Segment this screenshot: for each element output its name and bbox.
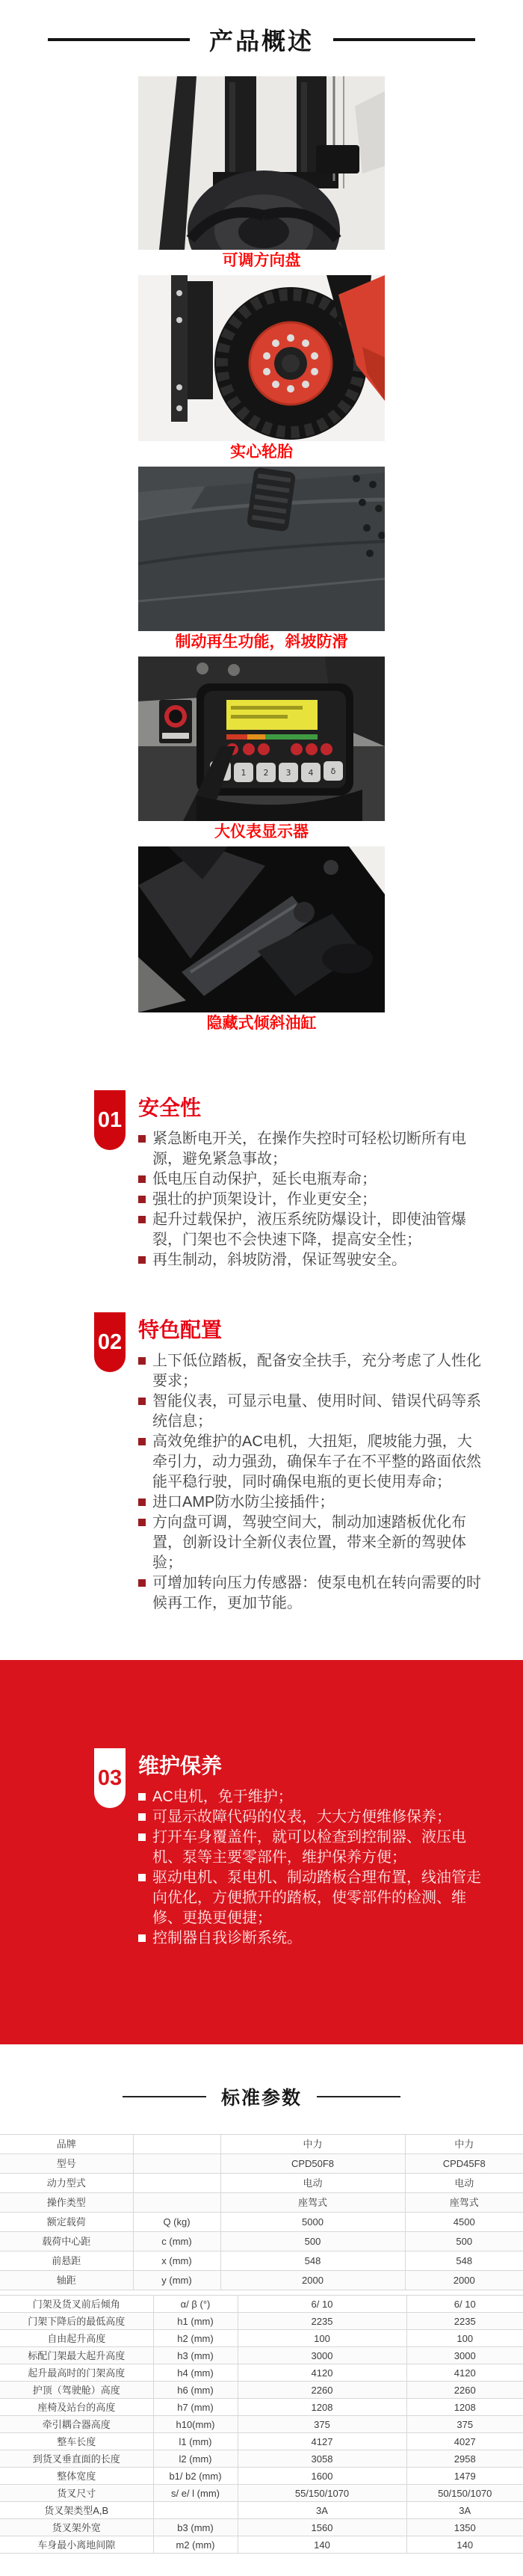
spec-cell-symbol [133,2174,220,2193]
spec-row [0,2364,523,2382]
bullet-text: 打开车身覆盖件，就可以检查到控制器、液压电机、泵等主要零部件，维护保养方便； [152,1829,466,1866]
overview-title: 产品概述 [208,28,314,55]
spec-cell-symbol: y (mm) [133,2271,220,2290]
spec-cell-v2: 3000 [406,2347,523,2364]
spec-cell-label: 自由起升高度 [0,2330,153,2347]
spec-cell-label: 整车长度 [0,2433,153,2450]
spec-cell-label: 载荷中心距 [0,2232,133,2251]
spec-cell-label: 货叉尺寸 [0,2485,153,2502]
steering-wheel-photo [138,76,385,250]
spec-cell-v2: 100 [406,2330,523,2347]
spec-cell-v2: 4500 [405,2213,523,2232]
bullet-text: 高效免维护的AC电机，大扭矩，爬坡能力强，大牵引力，动力强劲，确保车子在不平整的路面依然能平稳行驶，同时确保电瓶的更长使用寿命； [152,1433,481,1490]
square-bullet-icon [138,1874,146,1881]
spec-cell-label: 牵引耦合器高度 [0,2416,153,2433]
spec-cell-label: 货叉架外宽 [0,2519,153,2536]
spec-cell-v1: 座驾式 [220,2193,405,2213]
spec-cell-v2: 2000 [405,2271,523,2290]
square-bullet-icon [138,1579,146,1587]
spec-cell-v1: 55/150/1070 [238,2485,406,2502]
section-number-badge: 03 [94,1748,126,1808]
spec-cell-symbol: h10(mm) [153,2416,238,2433]
section-title: 特色配置 [138,1318,223,1341]
spec-row [0,2271,523,2290]
gallery-item [138,275,385,467]
spec-table-basic [0,2134,523,2290]
params-title: 标准参数 [220,2088,302,2109]
photo-caption: 大仪表显示器 [214,823,309,840]
bullet-text: 上下低位踏板，配备安全扶手，充分考虑了人性化要求； [152,1353,481,1389]
instrument-display-photo [138,657,385,821]
gallery-item [138,846,385,1038]
spec-cell-label: 型号 [0,2154,133,2174]
square-bullet-icon [138,1135,146,1143]
spec-cell-symbol [133,2154,220,2174]
spec-cell-v1: 电动 [220,2174,405,2193]
tilt-cylinder-photo [138,846,385,1012]
spec-cell-v1: 140 [238,2536,406,2554]
bullet-text: 强壮的护顶架设计，作业更安全； [152,1191,377,1208]
bullet-list [138,1129,482,1270]
spec-cell-v2: 50/150/1070 [406,2485,523,2502]
spec-cell-symbol: b1/ b2 (mm) [153,2468,238,2485]
spec-row [0,2485,523,2502]
spec-cell-label: 操作类型 [0,2193,133,2213]
feature-bullet [138,1928,482,1949]
feature-bullet [138,1807,482,1828]
header-rule-left [123,2096,206,2097]
spec-cell-v2: 4027 [406,2433,523,2450]
spec-cell-v1: 548 [220,2251,405,2271]
photo-caption: 可调方向盘 [222,252,301,269]
bullet-text: 紧急断电开关，在操作失控时可轻松切断所有电源，避免紧急事故； [152,1131,466,1167]
square-bullet-icon [138,1813,146,1821]
square-bullet-icon [138,1175,146,1183]
spec-cell-symbol: l2 (mm) [153,2450,238,2468]
spec-row [0,2174,523,2193]
header-rule-left [48,38,190,41]
section-features [0,1270,523,1614]
spec-row [0,2135,523,2154]
spec-row [0,2154,523,2174]
params-header [0,2044,523,2110]
spec-cell-v1: 1208 [238,2399,406,2416]
feature-bullet [138,1573,482,1614]
svg-text:4: 4 [308,768,314,778]
spec-cell-label: 标配门架最大起升高度 [0,2347,153,2364]
spec-cell-symbol: c (mm) [133,2232,220,2251]
spec-cell-v1: 3A [238,2502,406,2519]
svg-text:2: 2 [263,768,269,778]
spec-cell-v1: 1560 [238,2519,406,2536]
spec-cell-v2: 1208 [406,2399,523,2416]
spec-cell-v1: 2235 [238,2313,406,2330]
square-bullet-icon [138,1793,146,1801]
solid-tire-photo [138,275,385,441]
feature-bullet [138,1828,482,1868]
overview-header [0,0,523,57]
spec-tables [0,2110,523,2576]
spec-cell-label: 到货叉垂直面的长度 [0,2450,153,2468]
spec-cell-label: 轴距 [0,2271,133,2290]
spec-row [0,2213,523,2232]
spec-cell-symbol: h3 (mm) [153,2347,238,2364]
spec-cell-label: 起升最高时的门架高度 [0,2364,153,2382]
brake-pedal-photo [138,467,385,631]
square-bullet-icon [138,1256,146,1264]
feature-bullet [138,1190,482,1210]
spec-row [0,2536,523,2554]
spec-cell-v1: 1600 [238,2468,406,2485]
bullet-text: 起升过载保护，液压系统防爆设计，即使油管爆裂，门架也不会快速下降，提高安全性； [152,1211,466,1248]
square-bullet-icon [138,1216,146,1223]
spec-row [0,2251,523,2271]
spec-cell-symbol: x (mm) [133,2251,220,2271]
header-rule-right [333,38,475,41]
bullet-text: AC电机，免于维护； [152,1789,293,1805]
spec-cell-symbol: h4 (mm) [153,2364,238,2382]
gallery-item [138,657,385,846]
feature-bullet [138,1129,482,1169]
feature-bullet [138,1513,482,1573]
feature-bullet [138,1868,482,1928]
feature-bullet [138,1351,482,1392]
spec-cell-v1: 4127 [238,2433,406,2450]
spec-cell-label: 座椅及站台的高度 [0,2399,153,2416]
spec-cell-label: 门架及货叉前后倾角 [0,2296,153,2313]
feature-sections [0,1038,523,2044]
square-bullet-icon [138,1833,146,1841]
section-maintenance [0,1748,523,1949]
spec-cell-v2: 140 [406,2536,523,2554]
spec-cell-symbol [133,2135,220,2154]
spec-cell-label: 前悬距 [0,2251,133,2271]
spec-row [0,2330,523,2347]
spec-cell-symbol: s/ e/ l (mm) [153,2485,238,2502]
spec-row [0,2519,523,2536]
spec-cell-v1: 6/ 10 [238,2296,406,2313]
feature-bullet [138,1250,482,1270]
square-bullet-icon [138,1519,146,1526]
spec-cell-symbol [153,2502,238,2519]
section-title: 维护保养 [138,1754,223,1777]
spec-cell-label: 门架下降后的最低高度 [0,2313,153,2330]
bullet-text: 再生制动，斜坡防滑，保证驾驶安全。 [152,1252,406,1268]
bullet-text: 驱动电机、泵电机、制动踏板合理布置，线油管走向优化，方便掀开的踏板，使零部件的检测、维修、更换更便捷； [152,1869,481,1926]
spec-cell-v1: 4120 [238,2364,406,2382]
spec-cell-label: 整体宽度 [0,2468,153,2485]
bullet-text: 低电压自动保护，延长电瓶寿命； [152,1171,377,1187]
spec-cell-v2: 电动 [405,2174,523,2193]
bullet-text: 进口AMP防水防尘接插件； [152,1494,335,1510]
spec-row [0,2296,523,2313]
spec-cell-v2: 548 [405,2251,523,2271]
section-title: 安全性 [138,1096,202,1119]
spec-cell-label: 车身最小离地间隙 [0,2536,153,2554]
spec-table-dimensions [0,2295,523,2554]
spec-cell-v2: 2958 [406,2450,523,2468]
spec-row [0,2232,523,2251]
square-bullet-icon [138,1934,146,1942]
spec-cell-v1: 375 [238,2416,406,2433]
spec-cell-v1: 3058 [238,2450,406,2468]
bullet-text: 控制器自我诊断系统。 [152,1930,302,1946]
spec-row [0,2468,523,2485]
spec-row [0,2347,523,2364]
spec-cell-v1: 2000 [220,2271,405,2290]
spec-row [0,2313,523,2330]
spec-cell-v2: 2260 [406,2382,523,2399]
square-bullet-icon [138,1438,146,1445]
spec-cell-label: 护顶（驾驶舱）高度 [0,2382,153,2399]
product-gallery [0,57,523,1038]
square-bullet-icon [138,1196,146,1203]
spec-cell-symbol: m2 (mm) [153,2536,238,2554]
spec-cell-symbol: h6 (mm) [153,2382,238,2399]
section-number-badge: 01 [94,1090,126,1150]
feature-bullet [138,1210,482,1250]
spec-cell-v2: 1350 [406,2519,523,2536]
spec-cell-symbol: Q (kg) [133,2213,220,2232]
spec-cell-label: 动力型式 [0,2174,133,2193]
spec-cell-label: 货叉架类型A,B [0,2502,153,2519]
spec-row [0,2433,523,2450]
photo-caption: 隐藏式倾斜油缸 [206,1015,317,1032]
spec-cell-v2: 375 [406,2416,523,2433]
feature-bullet [138,1169,482,1190]
spec-row [0,2416,523,2433]
spec-cell-label: 品牌 [0,2135,133,2154]
spec-cell-v2: 2235 [406,2313,523,2330]
svg-text:δ: δ [330,766,336,776]
gallery-item [138,76,385,275]
spec-cell-symbol: α/ β (°) [153,2296,238,2313]
spec-cell-v2: 3A [406,2502,523,2519]
photo-caption: 制动再生功能，斜坡防滑 [175,633,348,651]
spec-cell-symbol: h2 (mm) [153,2330,238,2347]
spec-cell-symbol: h1 (mm) [153,2313,238,2330]
spec-cell-v1: 5000 [220,2213,405,2232]
bullet-list [138,1787,482,1949]
photo-caption: 实心轮胎 [230,443,293,461]
spec-row [0,2450,523,2468]
spec-cell-v1: 500 [220,2232,405,2251]
spec-cell-v1: 100 [238,2330,406,2347]
spec-cell-v1: 2260 [238,2382,406,2399]
header-rule-right [317,2096,400,2097]
svg-text:3: 3 [285,768,291,778]
feature-bullet [138,1432,482,1493]
bullet-list [138,1351,482,1614]
feature-bullet [138,1392,482,1432]
bullet-text: 方向盘可调，驾驶空间大，制动加速踏板优化布置，创新设计全新仪表位置，带来全新的驾驶体验； [152,1514,466,1571]
square-bullet-icon [138,1357,146,1365]
maintenance-band [0,1660,523,2044]
spec-row [0,2193,523,2213]
feature-bullet [138,1493,482,1513]
spec-cell-symbol: b3 (mm) [153,2519,238,2536]
spec-cell-label: 额定载荷 [0,2213,133,2232]
spec-cell-v2: 1479 [406,2468,523,2485]
spec-row [0,2399,523,2416]
square-bullet-icon [138,1398,146,1405]
spec-row [0,2502,523,2519]
bullet-text: 智能仪表，可显示电量、使用时间、错误代码等系统信息； [152,1393,481,1430]
spec-cell-v2: 500 [405,2232,523,2251]
spec-cell-symbol: l1 (mm) [153,2433,238,2450]
section-number-badge: 02 [94,1312,126,1372]
svg-text:1: 1 [241,768,247,778]
spec-cell-v2: 4120 [406,2364,523,2382]
spec-cell-v2: 中力 [454,2139,474,2150]
square-bullet-icon [138,1498,146,1506]
spec-cell-v1: 中力 [220,2135,405,2154]
spec-cell-v2: 座驾式 [405,2193,523,2213]
spec-row [0,2382,523,2399]
spec-cell-symbol [133,2193,220,2213]
spec-cell-v2: 6/ 10 [454,2298,476,2310]
gallery-item [138,467,385,657]
spec-cell-v2: CPD45F8 [405,2154,523,2174]
spec-cell-v1: CPD50F8 [220,2154,405,2174]
spec-cell-symbol: h7 (mm) [153,2399,238,2416]
bullet-text: 可增加转向压力传感器：使泵电机在转向需要的时候再工作，更加节能。 [152,1575,481,1611]
spec-cell-v1: 3000 [238,2347,406,2364]
feature-bullet [138,1787,482,1807]
bullet-text: 可显示故障代码的仪表，大大方便维修保养； [152,1809,451,1825]
section-safety [0,1038,523,1270]
